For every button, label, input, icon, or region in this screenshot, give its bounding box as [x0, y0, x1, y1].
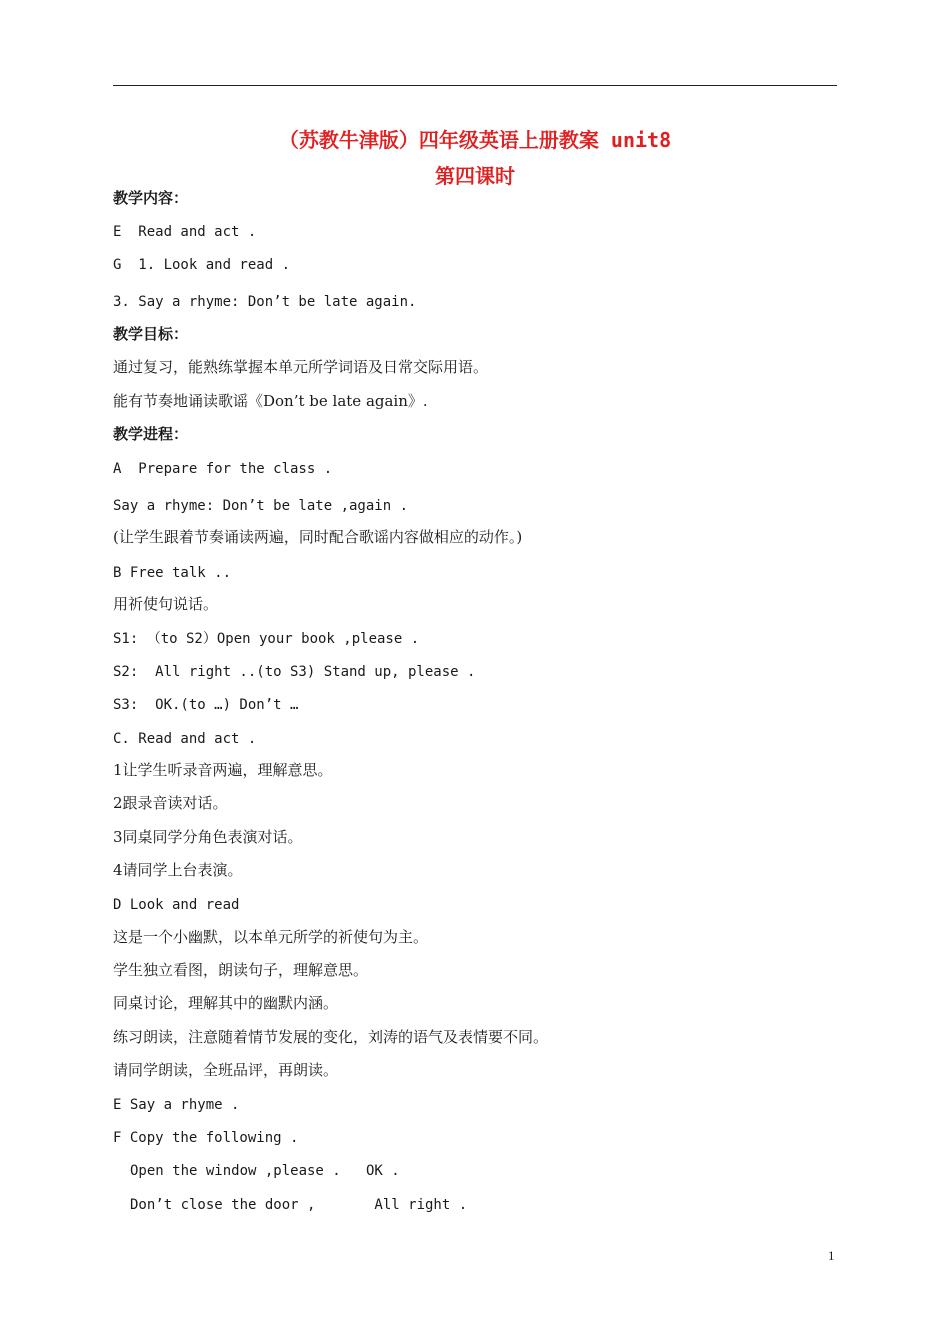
text-line: 能有节奏地诵读歌谣《Don’t be late again》. — [113, 392, 428, 410]
text-line: B Free talk .. — [113, 565, 232, 581]
document-title: （苏教牛津版）四年级英语上册教案 unit8 — [278, 128, 672, 152]
text-line: 请同学朗读，全班品评，再朗读。 — [113, 1061, 339, 1079]
header-rule — [113, 85, 837, 86]
text-line: S2: All right ..(to S3) Stand up, please . — [113, 664, 476, 680]
text-line: 学生独立看图，朗读句子，理解意思。 — [113, 961, 369, 979]
section-heading-process: 教学进程： — [113, 425, 189, 443]
text-line: G 1. Look and read . — [113, 257, 291, 273]
section-heading-content: 教学内容： — [113, 189, 189, 207]
text-line: A Prepare for the class . — [113, 461, 333, 477]
text-line: F Copy the following . — [113, 1130, 299, 1146]
text-line: E Read and act . — [113, 224, 257, 240]
text-line: Open the window ,please . OK . — [130, 1163, 400, 1179]
text-line: 3同桌同学分角色表演对话。 — [113, 828, 303, 846]
text-line: Don’t close the door , All right . — [130, 1197, 468, 1213]
text-line: 这是一个小幽默，以本单元所学的祈使句为主。 — [113, 928, 429, 946]
text-line: 4请同学上台表演。 — [113, 861, 243, 879]
text-line: C. Read and act . — [113, 731, 257, 747]
text-line: Say a rhyme: Don’t be late ,again . — [113, 498, 409, 514]
text-line: E Say a rhyme . — [113, 1097, 240, 1113]
document-subtitle: 第四课时 — [435, 164, 515, 188]
text-line: 同桌讨论，理解其中的幽默内涵。 — [113, 994, 339, 1012]
text-line: 练习朗读，注意随着情节发展的变化，刘涛的语气及表情要不同。 — [113, 1028, 549, 1046]
text-line: 2跟录音读对话。 — [113, 794, 228, 812]
text-line: S3: OK.(to …) Don’t … — [113, 697, 299, 713]
text-line: 1让学生听录音两遍，理解意思。 — [113, 761, 333, 779]
page-number: 1 — [828, 1248, 835, 1263]
text-line: (让学生跟着节奏诵读两遍，同时配合歌谣内容做相应的动作。) — [113, 528, 523, 546]
text-line: D Look and read — [113, 897, 240, 913]
section-heading-goals: 教学目标： — [113, 325, 189, 343]
text-line: S1: （to S2）Open your book ,please . — [113, 631, 420, 647]
text-line: 通过复习，能熟练掌握本单元所学词语及日常交际用语。 — [113, 358, 489, 376]
text-line: 3. Say a rhyme: Don’t be late again. — [113, 294, 417, 310]
text-line: 用祈使句说话。 — [113, 595, 219, 613]
